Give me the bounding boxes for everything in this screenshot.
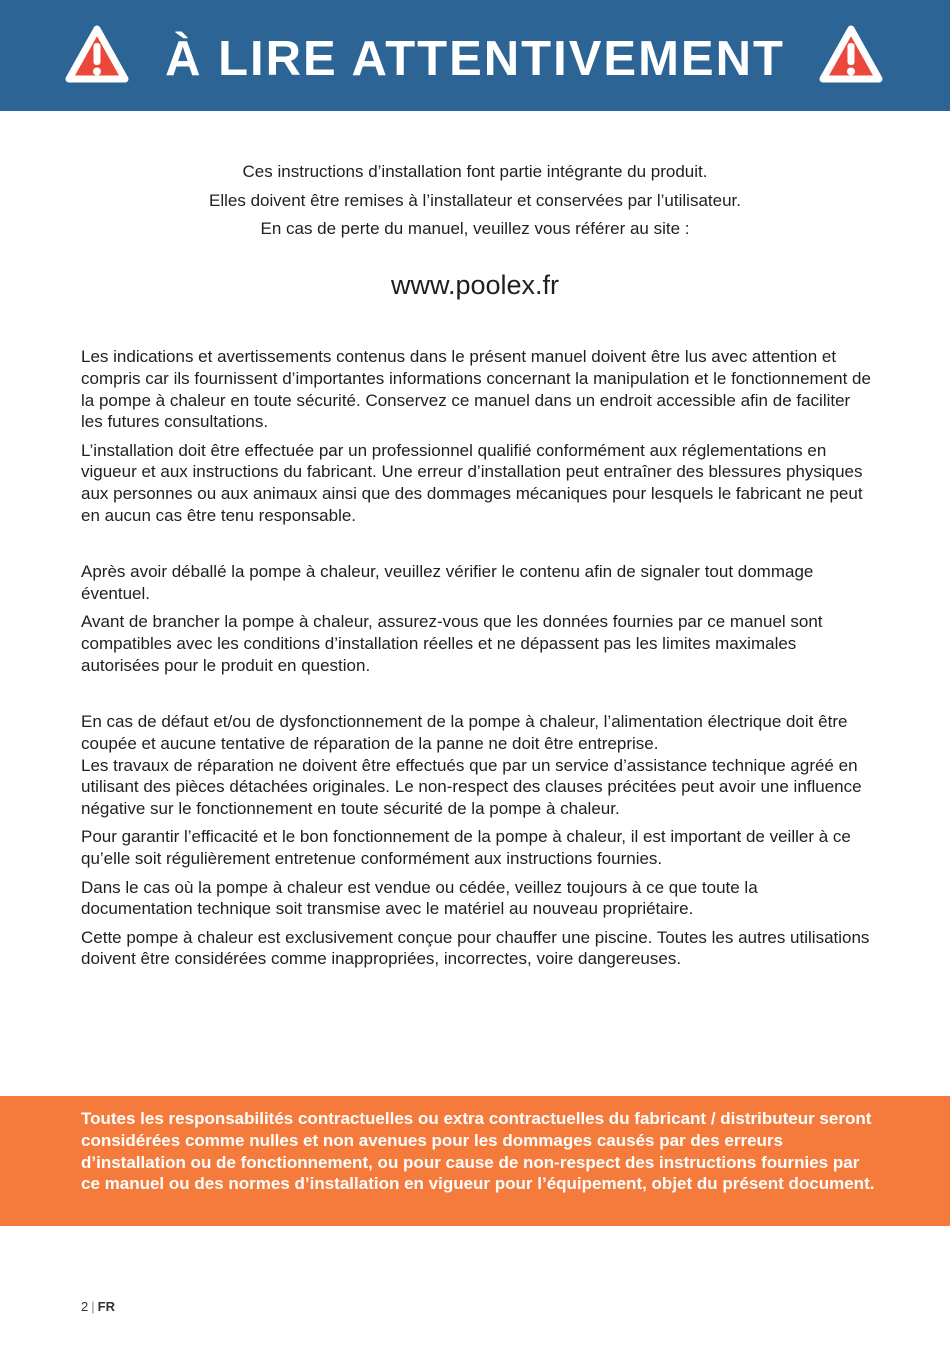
footer-separator: | (91, 1299, 95, 1314)
intro-line: Ces instructions d’installation font partie intégrante du produit. (242, 162, 708, 181)
section-maintenance (81, 711, 871, 977)
language-code: FR (97, 1299, 115, 1314)
page-title: À LIRE ATTENTIVEMENT (165, 32, 785, 86)
page-header (0, 0, 950, 111)
paragraph: Pour garantir l’efficacité et le bon fonctionnement de la pompe à chaleur, il est important de veiller à ce qu’elle soit régulièrement entretenue conformément aux instructions fournies. (81, 827, 851, 869)
paragraph: Après avoir déballé la pompe à chaleur, veuillez vérifier le contenu afin de signaler tout dommage éventuel. (81, 562, 814, 603)
paragraph: Dans le cas où la pompe à chaleur est vendue ou cédée, veillez toujours à ce que toute la documentation technique soit transmise avec le matériel au nouveau propriétaire. (81, 877, 758, 919)
intro-block (0, 158, 950, 244)
liability-notice (0, 1096, 950, 1226)
liability-notice-text: Toutes les responsabilités contractuelles ou extra contractuelles du fabricant / distributeur seront considérées comme nulles et non avenues pour les dommages causés par des erreurs d’installation ou de fonctionnement, ou pour cause de non-respect des instructions fournies par ce manuel ou des normes d’installation en vigueur pour l’équipement, objet du présent document. (81, 1109, 875, 1194)
page-footer (81, 1299, 115, 1315)
paragraph: En cas de défaut et/ou de dysfonctionnement de la pompe à chaleur, l’alimentation électrique doit être coupée et aucune tentative de réparation de la panne ne doit être entreprise. Les travaux de réparation ne doivent être effectués que par un service d’assistance technique agréé en utilisant des pièces détachées originales. Le non-respect des clauses précitées peut avoir une influence négative sur le fonctionnement en toute sécurité de la pompe à chaleur. (81, 712, 862, 819)
paragraph: L’installation doit être effectuée par un professionnel qualifié conformément aux réglementations en vigueur et aux instructions du fabricant. Une erreur d’installation peut entraîner des blessures physiques aux personnes ou aux animaux ainsi que des dommages mécaniques pour lesquels le fabricant ne peut en aucun cas être tenu responsable. (81, 440, 863, 526)
intro-line: Elles doivent être remises à l’installateur et conservées par l’utilisateur. (209, 190, 741, 210)
warning-triangle-icon (818, 24, 884, 86)
section-handling (81, 346, 871, 533)
page-number: 2 (81, 1299, 89, 1314)
website-link[interactable]: www.poolex.fr (390, 270, 560, 300)
intro-line: En cas de perte du manuel, veuillez vous référer au site : (260, 219, 690, 238)
paragraph: Avant de brancher la pompe à chaleur, assurez-vous que les données fournies par ce manuel sont compatibles avec les conditions d’installation réelles et ne dépassent pas les limites maximales autorisées pour le produit en question. (81, 612, 823, 675)
section-unpacking (81, 561, 871, 683)
paragraph: Cette pompe à chaleur est exclusivement conçue pour chauffer une piscine. Toutes les autres utilisations doivent être considérées comme inappropriées, incorrectes, voire dangereuses. (81, 927, 870, 969)
paragraph: Les indications et avertissements contenus dans le présent manuel doivent être lus avec attention et compris car ils fournissent d’importantes informations concernant la manipulation et le fonctionnement de la pompe à chaleur en toute sécurité. Conservez ce manuel dans un endroit accessible afin de faciliter les futures consultations. (81, 347, 871, 432)
